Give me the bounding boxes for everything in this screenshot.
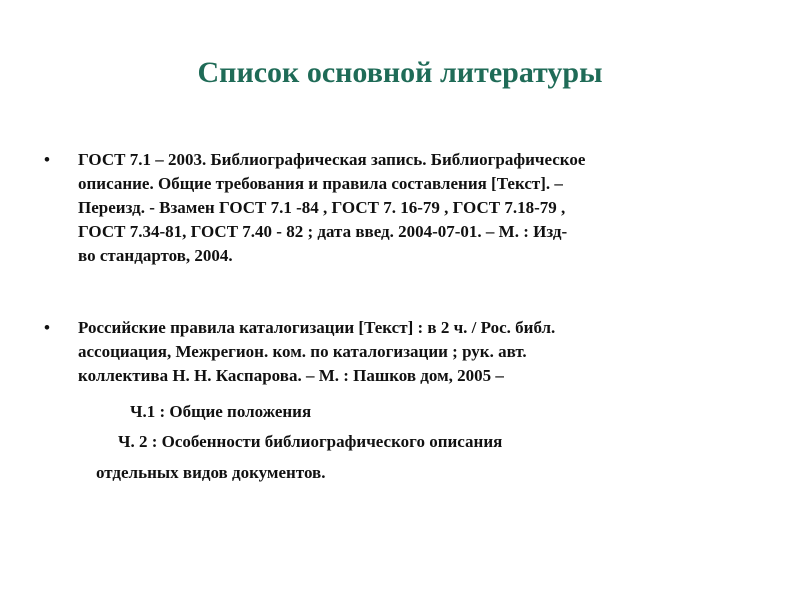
bullet-marker: • (44, 318, 50, 337)
reference-line: Российские правила каталогизации [Текст] : в 2 ч. / Рос. библ. (78, 318, 556, 337)
reference-item-gost (78, 148, 770, 268)
sub-part-1: Ч.1 : Общие положения (130, 402, 312, 421)
page-title: Список основной литературы (197, 56, 603, 89)
reference-item-cataloging-rules (78, 316, 770, 388)
reference-line: во стандартов, 2004. (78, 246, 233, 265)
reference-line: ассоциация, Межрегион. ком. по каталогизации ; рук. авт. (78, 342, 527, 361)
reference-line: ГОСТ 7.34-81, ГОСТ 7.40 - 82 ; дата введ. 2004-07-01. – М. : Изд- (78, 222, 568, 241)
sub-part-2: Ч. 2 : Особенности библиографического описания (118, 432, 503, 451)
reference-line: ГОСТ 7.1 – 2003. Библиографическая запись. Библиографическое (78, 150, 586, 169)
reference-line: Переизд. - Взамен ГОСТ 7.1 -84 , ГОСТ 7. 16-79 , ГОСТ 7.18-79 , (78, 198, 566, 217)
reference-line: коллектива Н. Н. Каспарова. – М. : Пашков дом, 2005 – (78, 366, 504, 385)
sub-part-2-continued: отдельных видов документов. (96, 463, 326, 482)
bullet-marker: • (44, 150, 50, 169)
reference-line: описание. Общие требования и правила составления [Текст]. – (78, 174, 563, 193)
